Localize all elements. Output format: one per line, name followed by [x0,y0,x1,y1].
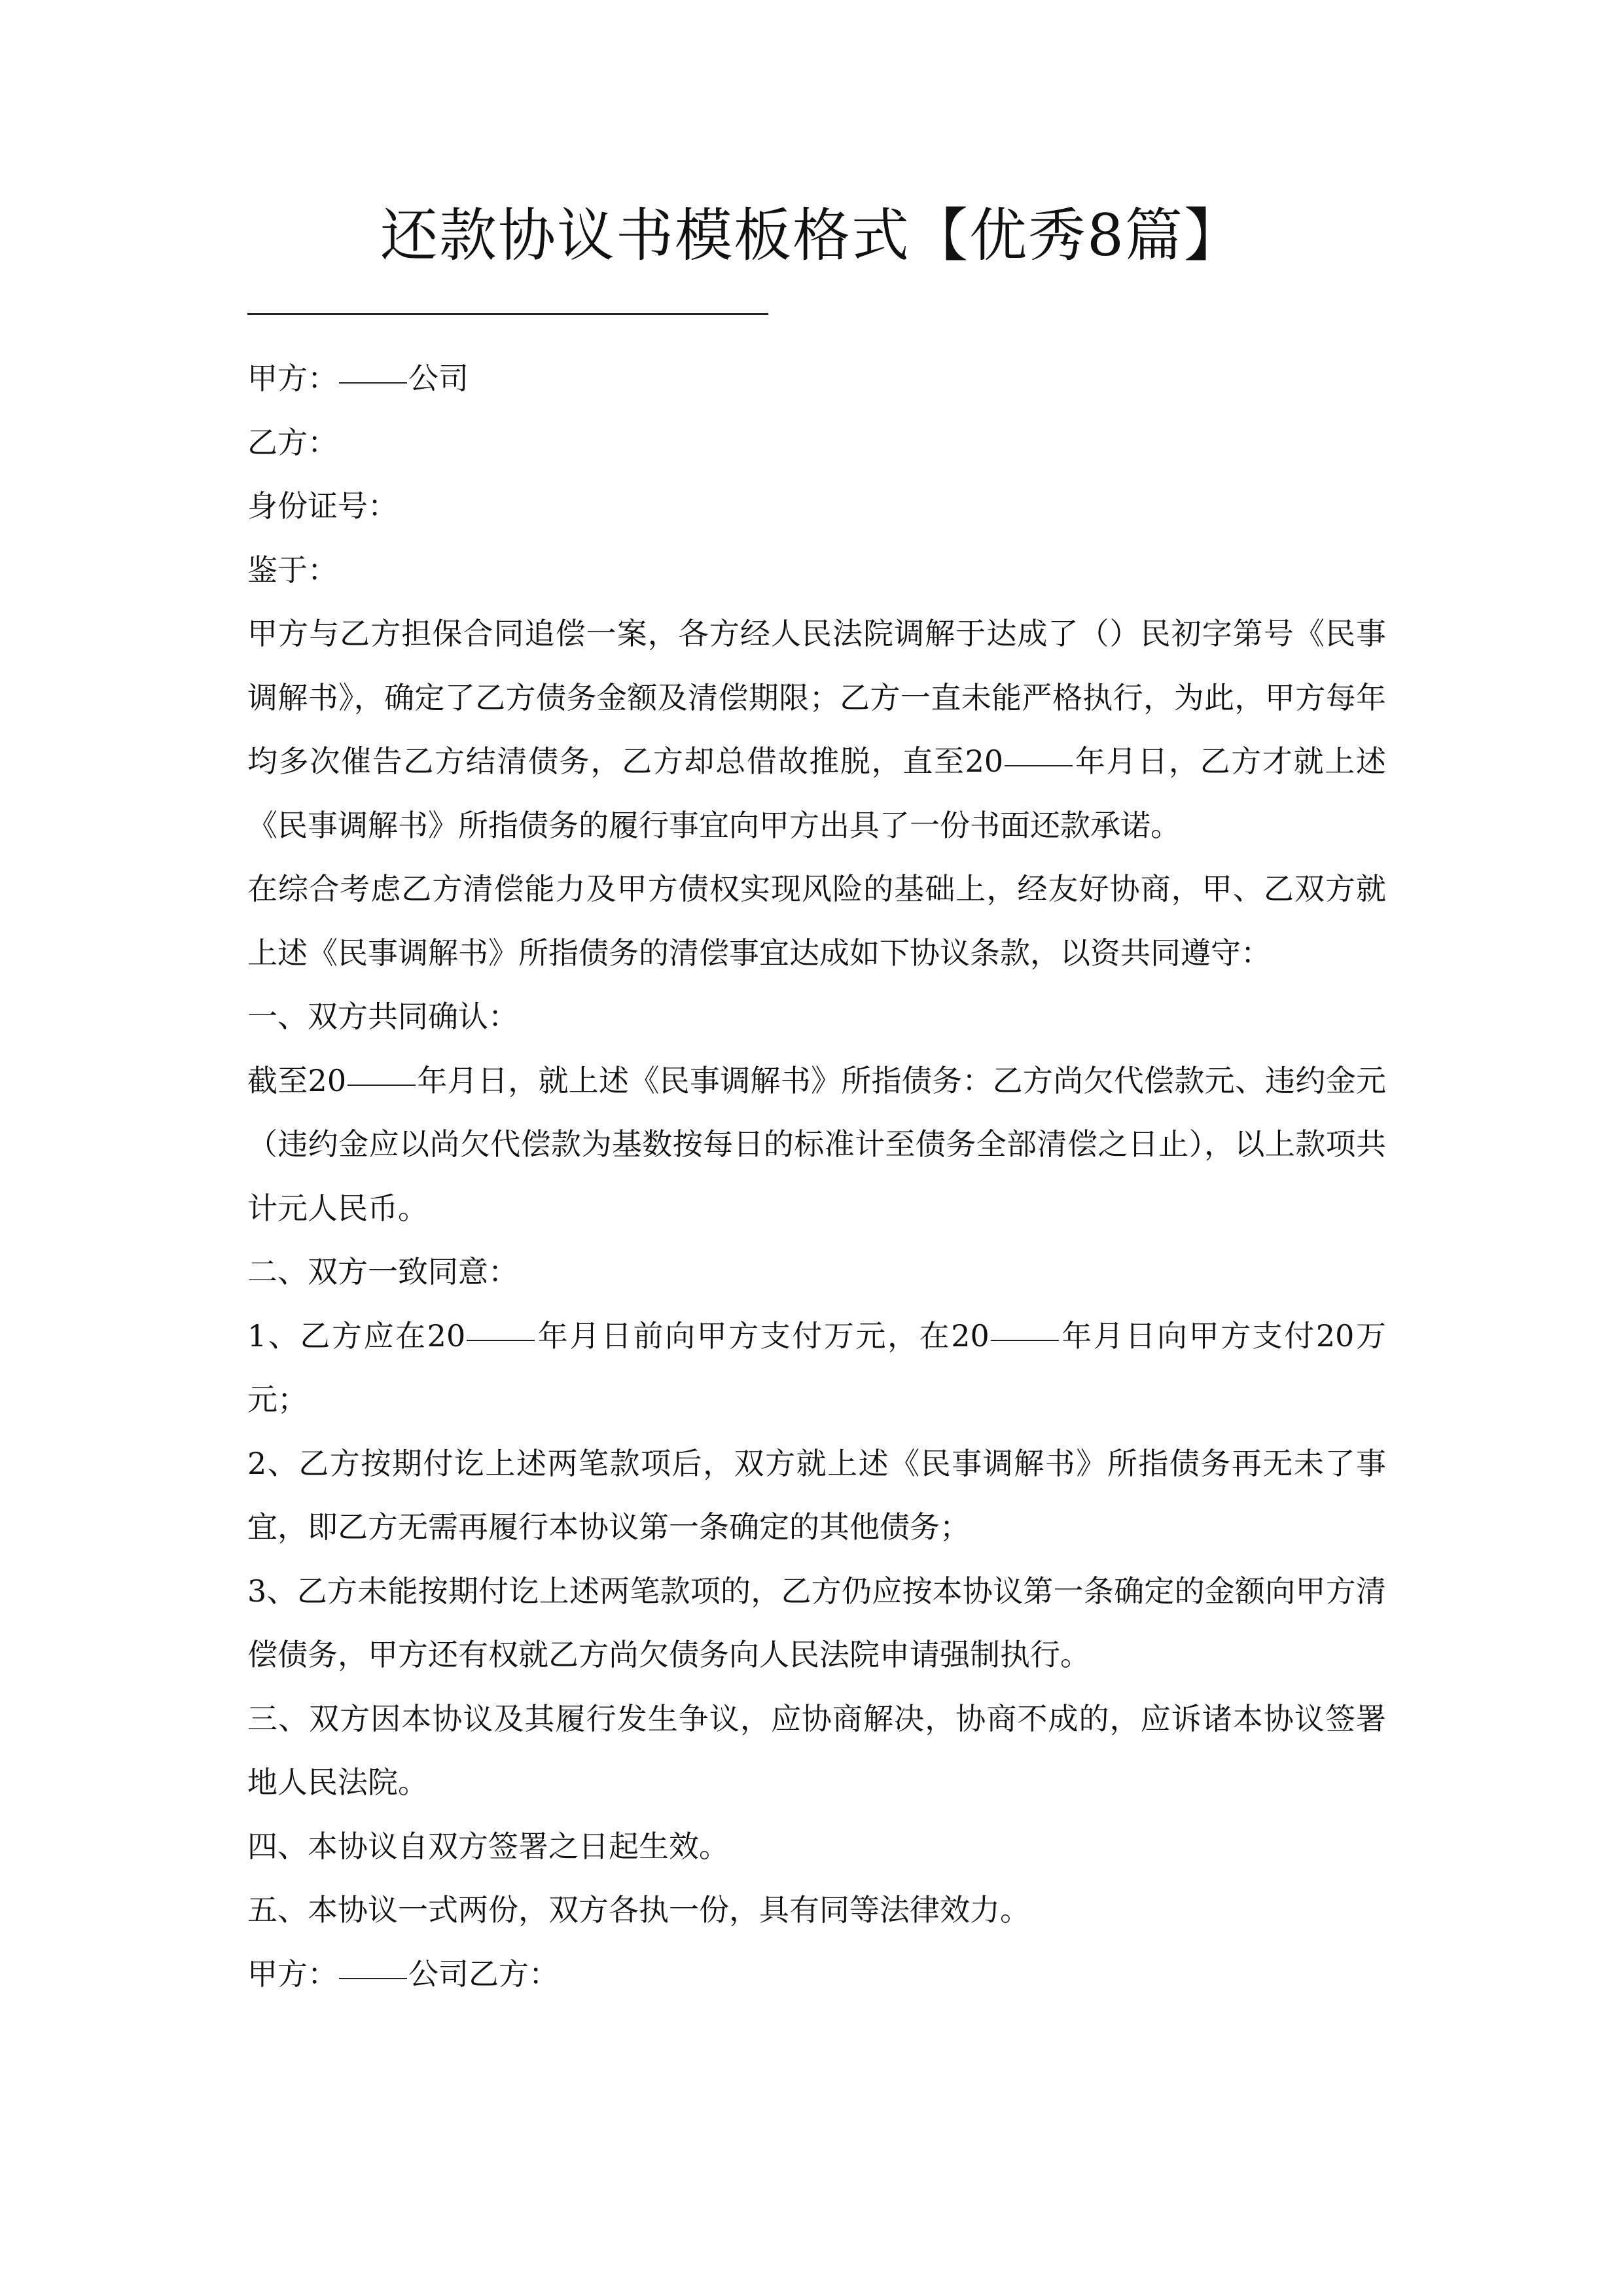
party-a-line [247,347,1386,411]
section-1-body-part-1: 截至20 [247,1062,347,1098]
section-2-heading: 二、双方一致同意： [247,1254,518,1289]
blank-line [991,1339,1059,1341]
signature-line [247,1943,1386,2007]
section-1-body-part-2: 年月日，就上述《民事调解书》所指债务：乙方尚欠代偿款元、违约金元（违约金应以尚欠代偿款为基数按每日的标准计至债务全部清偿之日止），以上款项共计元人民币。 [247,1062,1386,1226]
document-body [247,347,1386,2006]
section-4: 四、本协议自双方签署之日起生效。 [247,1828,729,1864]
section-2-item-2: 2、乙方按期付讫上述两笔款项后，双方就上述《民事调解书》所指债务再无未了事宜，即乙方无需再履行本协议第一条确定的其他债务； [247,1445,1386,1545]
document-title: 还款协议书模板格式【优秀8篇】 [380,202,1243,269]
party-a-label: 甲方： [247,361,338,396]
signature-party-a-label: 甲方： [247,1956,338,1992]
item-1-part-2: 年月日前向甲方支付万元，在20 [536,1318,990,1354]
whereas-line: 鉴于： [247,552,338,588]
paragraph-agreement-intro: 在综合考虑乙方清偿能力及甲方债权实现风险的基础上，经友好协商，甲、乙双方就上述《民事调解书》所指债务的清偿事宜达成如下协议条款，以资共同遵守： [247,871,1386,971]
paragraph-background-part-1: 甲方与乙方担保合同追偿一案，各方经人民法院调解于达成了（）民初字第号《民事调解书》，确定了乙方债务金额及清偿期限；乙方一直未能严格执行，为此，甲方每年均多次催告乙方结清债务，乙方却总借故推脱，直至20 [247,616,1386,779]
blank-line [339,382,407,384]
party-a-suffix: 公司 [408,361,469,396]
id-number-line: 身份证号： [247,488,398,524]
blank-line [1005,764,1073,766]
item-1-part-3: 年月日向甲方支付20万元； [247,1318,1386,1417]
section-3: 三、双方因本协议及其履行发生争议，应协商解决，协商不成的，应诉诸本协议签署地人民法院。 [247,1700,1386,1800]
item-1-part-1: 1、乙方应在20 [247,1318,466,1354]
blank-line [339,1977,407,1979]
signature-suffix: 公司乙方： [408,1956,559,1992]
party-b-line: 乙方： [247,424,338,460]
section-5: 五、本协议一式两份，双方各执一份，具有同等法律效力。 [247,1892,1030,1928]
section-2-item-3: 3、乙方未能按期付讫上述两笔款项的，乙方仍应按本协议第一条确定的金额向甲方清偿债务，甲方还有权就乙方尚欠债务向人民法院申请强制执行。 [247,1573,1386,1672]
paragraph-background-part-2: 年月日，乙方才就上述《民事调解书》所指债务的履行事宜向甲方出具了一份书面还款承诺。 [247,744,1386,843]
title-underline [247,313,768,315]
blank-line [467,1339,535,1341]
section-2-item-1 [247,1304,1386,1432]
blank-line [348,1084,416,1086]
paragraph-background [247,602,1386,857]
section-1-heading: 一、双方共同确认： [247,999,518,1034]
section-1-body [247,1049,1386,1241]
